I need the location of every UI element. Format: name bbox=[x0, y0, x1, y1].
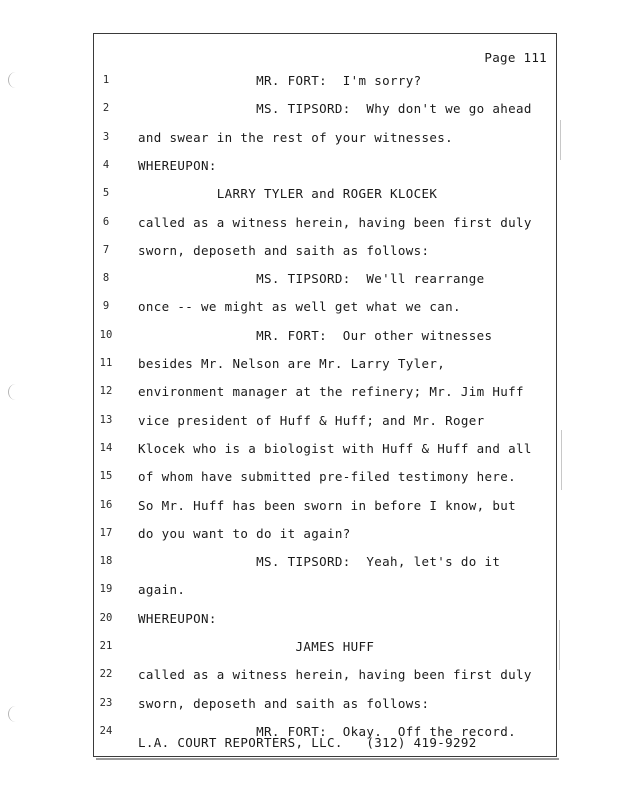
line-number: 19 bbox=[99, 583, 113, 596]
line-number: 8 bbox=[102, 272, 110, 285]
scan-speck bbox=[561, 430, 562, 490]
line-number: 10 bbox=[99, 328, 113, 341]
transcript-line: besides Mr. Nelson are Mr. Larry Tyler, bbox=[138, 356, 446, 371]
line-number: 24 bbox=[99, 724, 113, 737]
scan-artifact bbox=[8, 706, 23, 722]
line-number: 11 bbox=[99, 357, 113, 369]
transcript-line: MS. TIPSORD: We'll rearrange bbox=[138, 271, 485, 287]
transcript-line: called as a witness herein, having been first duly bbox=[138, 214, 532, 230]
transcript-line: and swear in the rest of your witnesses. bbox=[138, 129, 454, 145]
transcript-line: Klocek who is a biologist with Huff & Huff and all bbox=[138, 440, 532, 456]
line-number: 12 bbox=[99, 385, 113, 398]
line-number: 5 bbox=[102, 187, 110, 200]
transcript-line: MR. FORT: Our other witnesses bbox=[138, 327, 493, 343]
transcript-line: do you want to do it again? bbox=[138, 525, 351, 541]
line-number: 6 bbox=[102, 215, 110, 228]
line-number: 16 bbox=[99, 498, 113, 511]
page-number: Page 111 bbox=[484, 50, 547, 65]
transcript-line: MR. FORT: I'm sorry? bbox=[138, 73, 422, 88]
line-number: 21 bbox=[99, 640, 113, 652]
line-number: 17 bbox=[99, 526, 113, 539]
transcript-line: once -- we might as well get what we can. bbox=[138, 299, 461, 315]
line-number: 1 bbox=[102, 74, 110, 86]
scan-artifact bbox=[8, 72, 23, 88]
line-number: 15 bbox=[99, 470, 113, 483]
line-number: 4 bbox=[102, 158, 110, 171]
transcript-line: LARRY TYLER and ROGER KLOCEK bbox=[138, 186, 438, 202]
transcript-line: So Mr. Huff has been sworn in before I know, but bbox=[138, 497, 517, 513]
line-number: 7 bbox=[102, 243, 110, 256]
line-number: 3 bbox=[102, 130, 110, 143]
transcript-line: called as a witness herein, having been first duly bbox=[138, 667, 532, 683]
scan-speck bbox=[559, 620, 560, 670]
transcript-line: sworn, deposeth and saith as follows: bbox=[138, 695, 430, 711]
line-number: 18 bbox=[99, 555, 113, 568]
transcript-line: vice president of Huff & Huff; and Mr. Roger bbox=[138, 412, 485, 428]
transcript-line: of whom have submitted pre-filed testimony here. bbox=[138, 469, 517, 485]
line-number: 14 bbox=[99, 441, 113, 454]
scan-artifact bbox=[8, 384, 23, 400]
court-reporter-footer: L.A. COURT REPORTERS, LLC. (312) 419-9292 bbox=[138, 735, 477, 750]
line-number: 13 bbox=[99, 413, 113, 426]
line-number: 2 bbox=[102, 102, 110, 115]
transcript-line: WHEREUPON: bbox=[138, 157, 217, 173]
line-number: 9 bbox=[102, 300, 110, 313]
transcript-line: MR. FORT: Okay. Off the record. bbox=[138, 723, 517, 739]
transcript-line: sworn, deposeth and saith as follows: bbox=[138, 242, 430, 258]
transcript-line: JAMES HUFF bbox=[138, 639, 375, 654]
line-number: 22 bbox=[99, 668, 113, 681]
line-number: 20 bbox=[99, 611, 113, 624]
transcript-line: MS. TIPSORD: Yeah, let's do it bbox=[138, 554, 501, 570]
line-number: 23 bbox=[99, 696, 113, 709]
transcript-line: WHEREUPON: bbox=[138, 610, 217, 626]
transcript-line: environment manager at the refinery; Mr. Jim Huff bbox=[138, 384, 524, 400]
transcript-line: again. bbox=[138, 582, 186, 598]
transcript-line: MS. TIPSORD: Why don't we go ahead bbox=[138, 101, 532, 117]
scan-speck bbox=[560, 120, 561, 160]
